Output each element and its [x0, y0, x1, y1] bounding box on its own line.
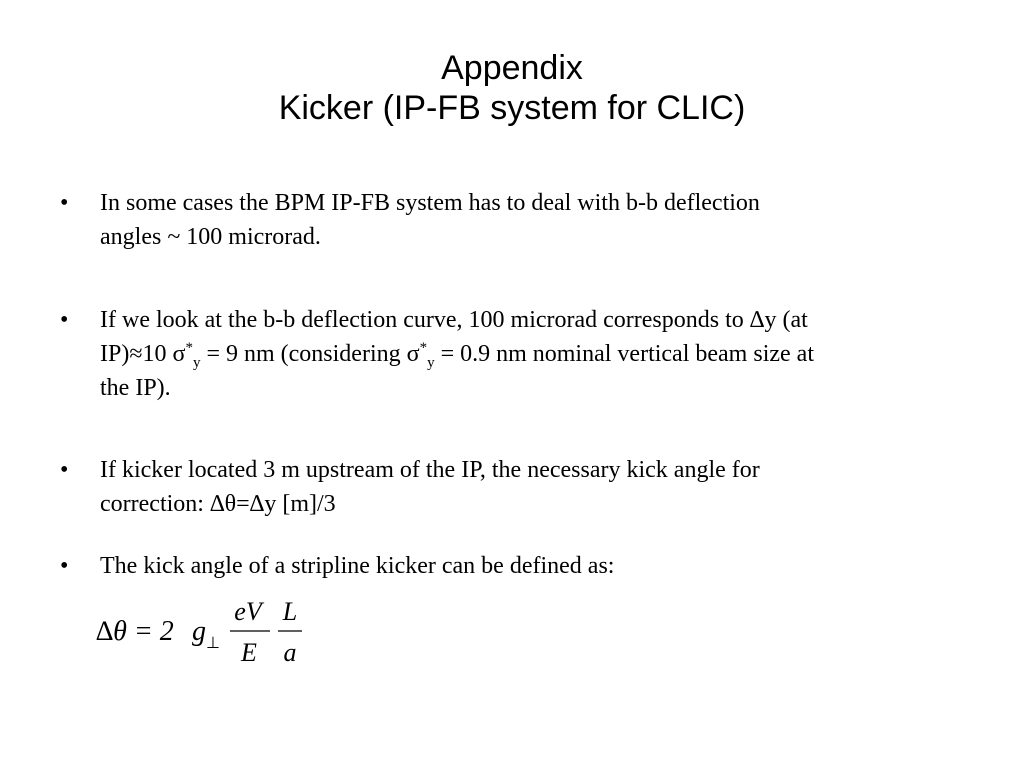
formula-perp-subscript: ⊥ — [206, 635, 220, 652]
formula-g: g — [192, 616, 206, 647]
bullet-text — [100, 303, 960, 405]
bullet-line — [100, 337, 960, 371]
bullet-line: If we look at the b-b deflection curve, 100 microrad corresponds to ∆y (at — [100, 307, 808, 333]
superscript-star: * — [419, 340, 428, 356]
formula-numerator-l: L — [282, 597, 298, 626]
bullet-text — [100, 453, 960, 521]
bullet-dot: • — [60, 307, 69, 333]
title-line-kicker: Kicker (IP-FB system for CLIC) — [278, 89, 746, 127]
formula-numerator-ev: eV — [234, 597, 262, 626]
text-run: = 9 nm (considering σ — [200, 341, 420, 367]
formula-denominator-e: E — [241, 638, 257, 667]
kick-angle-formula — [92, 596, 322, 668]
formula-lhs: ∆θ = 2 — [96, 616, 174, 647]
bullet-dot: • — [60, 457, 69, 483]
subscript-y: y — [192, 355, 201, 371]
bullet-line: the IP). — [100, 375, 171, 401]
bullet-dot: • — [60, 190, 69, 216]
bullet-line: correction: ∆θ=∆y [m]/3 — [100, 491, 336, 517]
bullet-line: The kick angle of a stripline kicker can be defined as: — [100, 553, 615, 579]
bullet-line: angles ~ 100 microrad. — [100, 224, 321, 250]
title-line-appendix: Appendix — [441, 49, 583, 87]
bullet-text — [100, 549, 960, 583]
text-run: IP)≈10 σ — [100, 341, 186, 367]
subscript-y: y — [427, 355, 435, 371]
slide-title — [0, 48, 1024, 128]
text-run: = 0.9 nm nominal vertical beam size at — [434, 341, 814, 367]
bullet-line: If kicker located 3 m upstream of the IP, the necessary kick angle for — [100, 457, 760, 483]
superscript-star: * — [185, 340, 193, 356]
bullet-text — [100, 186, 960, 254]
bullet-dot: • — [60, 553, 69, 579]
bullet-line: In some cases the BPM IP-FB system has to deal with b-b deflection — [100, 190, 760, 216]
formula-denominator-a: a — [283, 638, 297, 667]
